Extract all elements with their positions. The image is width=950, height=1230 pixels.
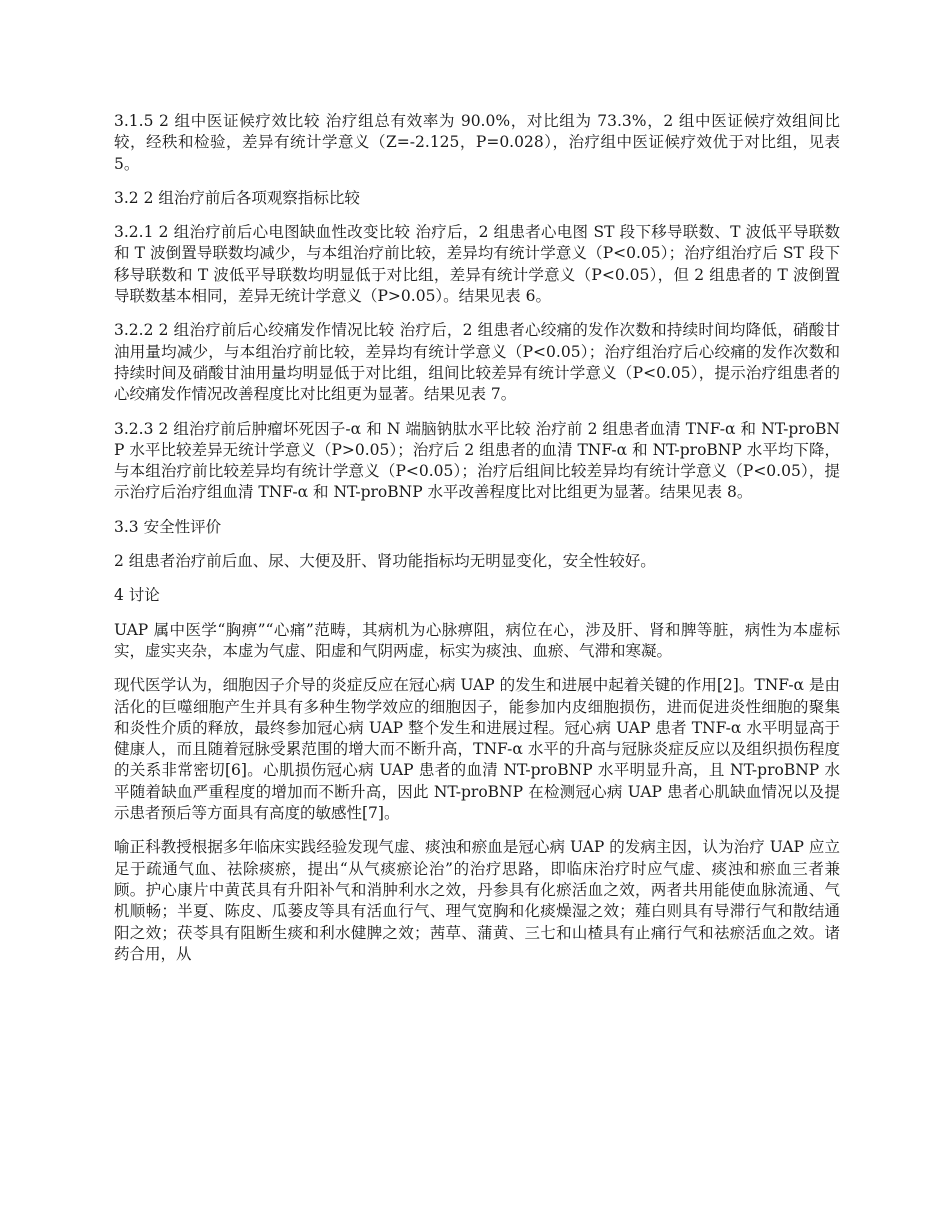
paragraph-3-2-3: 3.2.3 2 组治疗前后肿瘤坏死因子-α 和 N 端脑钠肽水平比较 治疗前 2 组患者血清 TNF-α 和 NT-proBNP 水平比较差异无统计学意义（P>0.05）；治疗后 2 组患者的血清 TNF-α 和 NT-proBNP 水平均下降，与本组治疗前比较差异均有统计学意义（P<0.05）；治疗后组间比较差异均有统计学意义（P<0.05），提示治疗后治疗组血清 TNF-α 和 NT-proBNP 水平改善程度比对比组更为显著。结果见表 8。 bbox=[114, 419, 840, 502]
paragraph-discussion-2: 现代医学认为，细胞因子介导的炎症反应在冠心病 UAP 的发生和进展中起着关键的作用[2]。TNF-α 是由活化的巨噬细胞产生并具有多种生物学效应的细胞因子，能参加内皮细胞损伤，进而促进炎性细胞的聚集和炎性介质的释放，最终参加冠心病 UAP 整个发生和进展过程。冠心病 UAP 患者 TNF-α 水平明显高于健康人，而且随着冠脉受累范围的增大而不断升高，TNF-α 水平的升高与冠脉炎症反应以及组织损伤程度的关系非常密切[6]。心肌损伤冠心病 UAP 患者的血清 NT-proBNP 水平明显升高，且 NT-proBNP 水平随着缺血严重程度的增加而不断升高，因此 NT-proBNP 在检测冠心病 UAP 患者心肌缺血情况以及提示患者预后等方面具有高度的敏感性[7]。 bbox=[114, 676, 840, 823]
section-heading-3-3: 3.3 安全性评价 bbox=[114, 517, 222, 536]
section-heading-3-2: 3.2 2 组治疗前后各项观察指标比较 bbox=[114, 188, 360, 207]
document-page bbox=[114, 111, 840, 978]
section-heading-4: 4 讨论 bbox=[114, 586, 160, 605]
paragraph-discussion-1: UAP 属中医学“胸痹”“心痛”范畴，其病机为心脉痹阻，病位在心，涉及肝、肾和脾等脏，病性为本虚标实，虚实夹杂，本虚为气虚、阳虚和气阴两虚，标实为痰浊、血瘀、气滞和寒凝。 bbox=[114, 620, 840, 660]
paragraph-safety: 2 组患者治疗前后血、尿、大便及肝、肾功能指标均无明显变化，安全性较好。 bbox=[114, 552, 656, 571]
paragraph-3-1-5: 3.1.5 2 组中医证候疗效比较 治疗组总有效率为 90.0%，对比组为 73.3%，2 组中医证候疗效组间比较，经秩和检验，差异有统计学意义（Z=-2.125，P=0.028），治疗组中医证候疗效优于对比组，见表 5。 bbox=[114, 112, 840, 173]
paragraph-discussion-3: 喻正科教授根据多年临床实践经验发现气虚、痰浊和瘀血是冠心病 UAP 的发病主因，认为治疗 UAP 应立足于疏通气血、祛除痰瘀，提出“从气痰瘀论治”的治疗思路，即临床治疗时应气虚、痰浊和瘀血三者兼顾。护心康片中黄芪具有升阳补气和消肿利水之效，丹参具有化瘀活血之效，两者共用能使血脉流通、气机顺畅；半夏、陈皮、瓜蒌皮等具有活血行气、理气宽胸和化痰燥湿之效；薤白则具有导滞行气和散结通阳之效；茯苓具有阻断生痰和利水健脾之效；茜草、蒲黄、三七和山楂具有止痛行气和祛瘀活血之效。诸药合用，从 bbox=[114, 838, 840, 963]
paragraph-3-2-1: 3.2.1 2 组治疗前后心电图缺血性改变比较 治疗后，2 组患者心电图 ST 段下移导联数、T 波低平导联数和 T 波倒置导联数均减少，与本组治疗前比较，差异均有统计学意义（P<0.05）；治疗组治疗后 ST 段下移导联数和 T 波低平导联数均明显低于对比组，差异有统计学意义（P<0.05），但 2 组患者的 T 波倒置导联数基本相同，差异无统计学意义（P>0.05）。结果见表 6。 bbox=[114, 223, 840, 306]
paragraph-3-2-2: 3.2.2 2 组治疗前后心绞痛发作情况比较 治疗后，2 组患者心绞痛的发作次数和持续时间均降低，硝酸甘油用量均减少，与本组治疗前比较，差异均有统计学意义（P<0.05）；治疗组治疗后心绞痛的发作次数和持续时间及硝酸甘油用量均明显低于对比组，组间比较差异有统计学意义（P<0.05），提示治疗组患者的心绞痛发作情况改善程度比对比组更为显著。结果见表 7。 bbox=[114, 321, 840, 404]
